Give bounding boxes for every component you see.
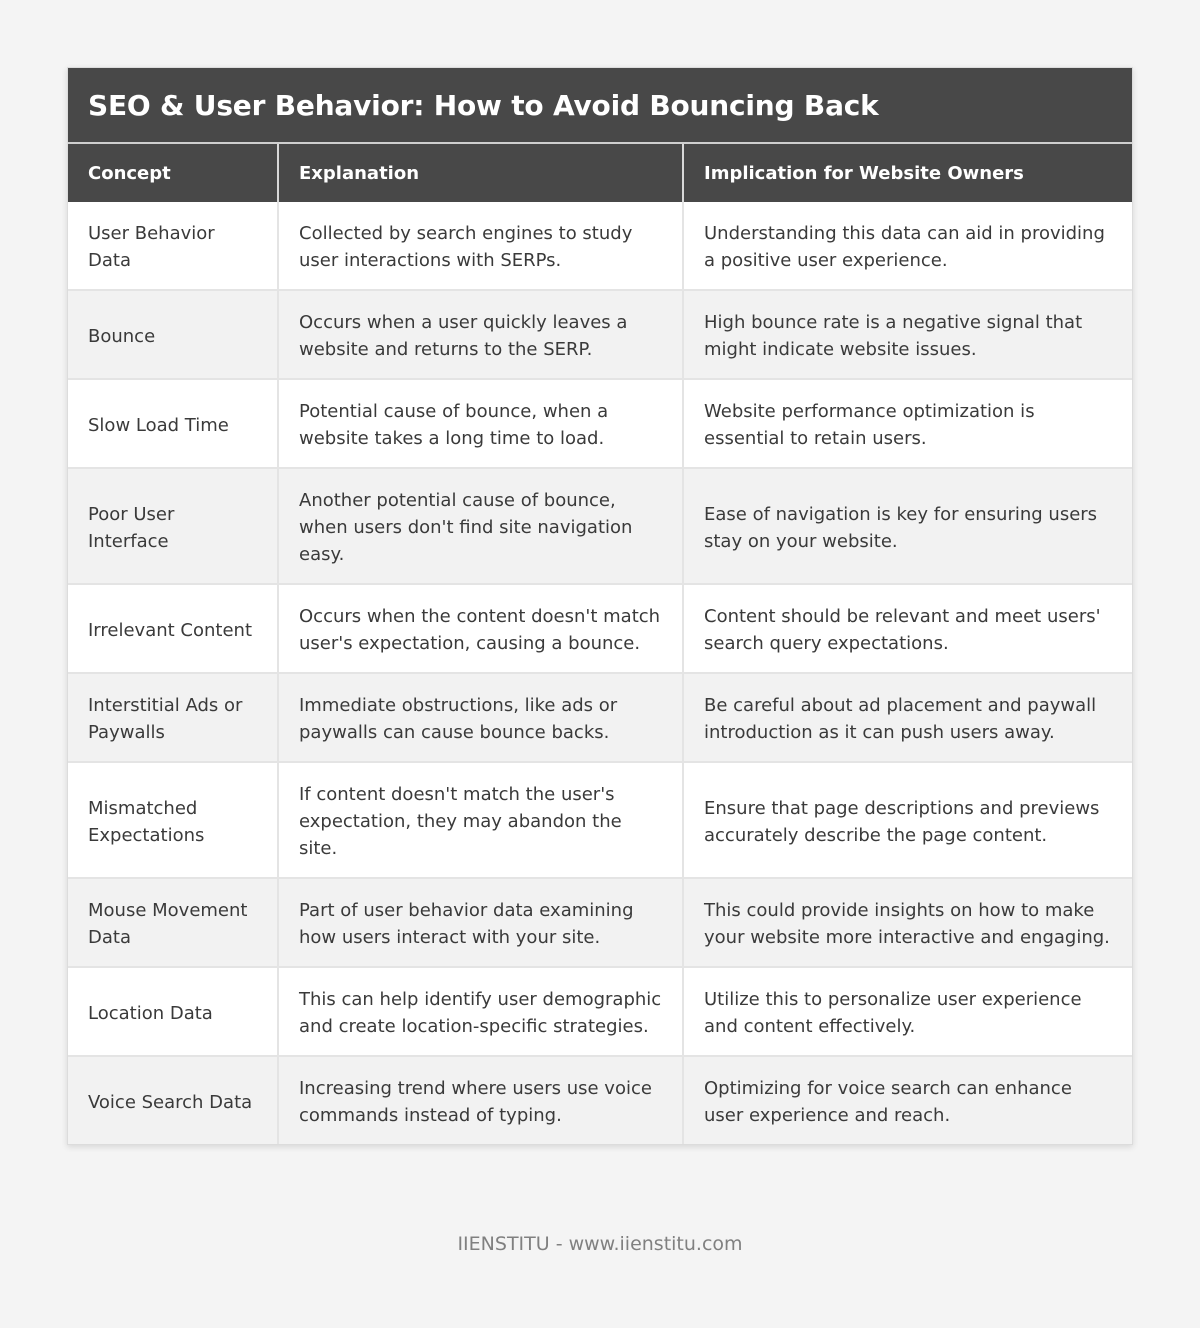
- table-row: [68, 379, 1132, 468]
- table-title: SEO & User Behavior: How to Avoid Bouncing Back: [68, 68, 1132, 144]
- table-row: [68, 202, 1132, 290]
- cell-concept: Location Data: [68, 967, 278, 1056]
- cell-concept: Poor User Interface: [68, 468, 278, 584]
- cell-concept: User Behavior Data: [68, 202, 278, 290]
- cell-explanation: This can help identify user demographic and create location-specific strategies.: [278, 967, 683, 1056]
- cell-implication: Ensure that page descriptions and previews accurately describe the page content.: [683, 762, 1132, 878]
- cell-concept: Irrelevant Content: [68, 584, 278, 673]
- cell-implication: Utilize this to personalize user experience and content effectively.: [683, 967, 1132, 1056]
- footer-credit: IIENSTITU - www.iienstitu.com: [457, 1233, 743, 1255]
- cell-implication: Ease of navigation is key for ensuring users stay on your website.: [683, 468, 1132, 584]
- cell-explanation: If content doesn't match the user's expectation, they may abandon the site.: [278, 762, 683, 878]
- cell-implication: Website performance optimization is essential to retain users.: [683, 379, 1132, 468]
- cell-explanation: Immediate obstructions, like ads or paywalls can cause bounce backs.: [278, 673, 683, 762]
- cell-implication: This could provide insights on how to make your website more interactive and engaging.: [683, 878, 1132, 967]
- table-row: [68, 967, 1132, 1056]
- table-row: [68, 762, 1132, 878]
- cell-explanation: Collected by search engines to study user interactions with SERPs.: [278, 202, 683, 290]
- table-row: [68, 878, 1132, 967]
- column-header-implication: Implication for Website Owners: [683, 144, 1132, 202]
- cell-concept: Interstitial Ads or Paywalls: [68, 673, 278, 762]
- table-row: [68, 1056, 1132, 1144]
- table-header-row: [68, 144, 1132, 202]
- cell-explanation: Occurs when a user quickly leaves a website and returns to the SERP.: [278, 290, 683, 379]
- cell-explanation: Part of user behavior data examining how users interact with your site.: [278, 878, 683, 967]
- cell-implication: Content should be relevant and meet users' search query expectations.: [683, 584, 1132, 673]
- table-row: [68, 468, 1132, 584]
- cell-implication: Understanding this data can aid in providing a positive user experience.: [683, 202, 1132, 290]
- cell-implication: Be careful about ad placement and paywall introduction as it can push users away.: [683, 673, 1132, 762]
- cell-explanation: Potential cause of bounce, when a website takes a long time to load.: [278, 379, 683, 468]
- column-header-explanation: Explanation: [278, 144, 683, 202]
- cell-explanation: Occurs when the content doesn't match user's expectation, causing a bounce.: [278, 584, 683, 673]
- cell-concept: Slow Load Time: [68, 379, 278, 468]
- cell-explanation: Another potential cause of bounce, when users don't find site navigation easy.: [278, 468, 683, 584]
- seo-behavior-table: [68, 144, 1132, 1144]
- cell-concept: Mismatched Expectations: [68, 762, 278, 878]
- table-row: [68, 673, 1132, 762]
- table-row: [68, 584, 1132, 673]
- table-row: [68, 290, 1132, 379]
- column-header-concept: Concept: [68, 144, 278, 202]
- cell-concept: Bounce: [68, 290, 278, 379]
- cell-implication: Optimizing for voice search can enhance user experience and reach.: [683, 1056, 1132, 1144]
- cell-explanation: Increasing trend where users use voice commands instead of typing.: [278, 1056, 683, 1144]
- cell-implication: High bounce rate is a negative signal that might indicate website issues.: [683, 290, 1132, 379]
- cell-concept: Voice Search Data: [68, 1056, 278, 1144]
- content-card: [67, 67, 1133, 1145]
- cell-concept: Mouse Movement Data: [68, 878, 278, 967]
